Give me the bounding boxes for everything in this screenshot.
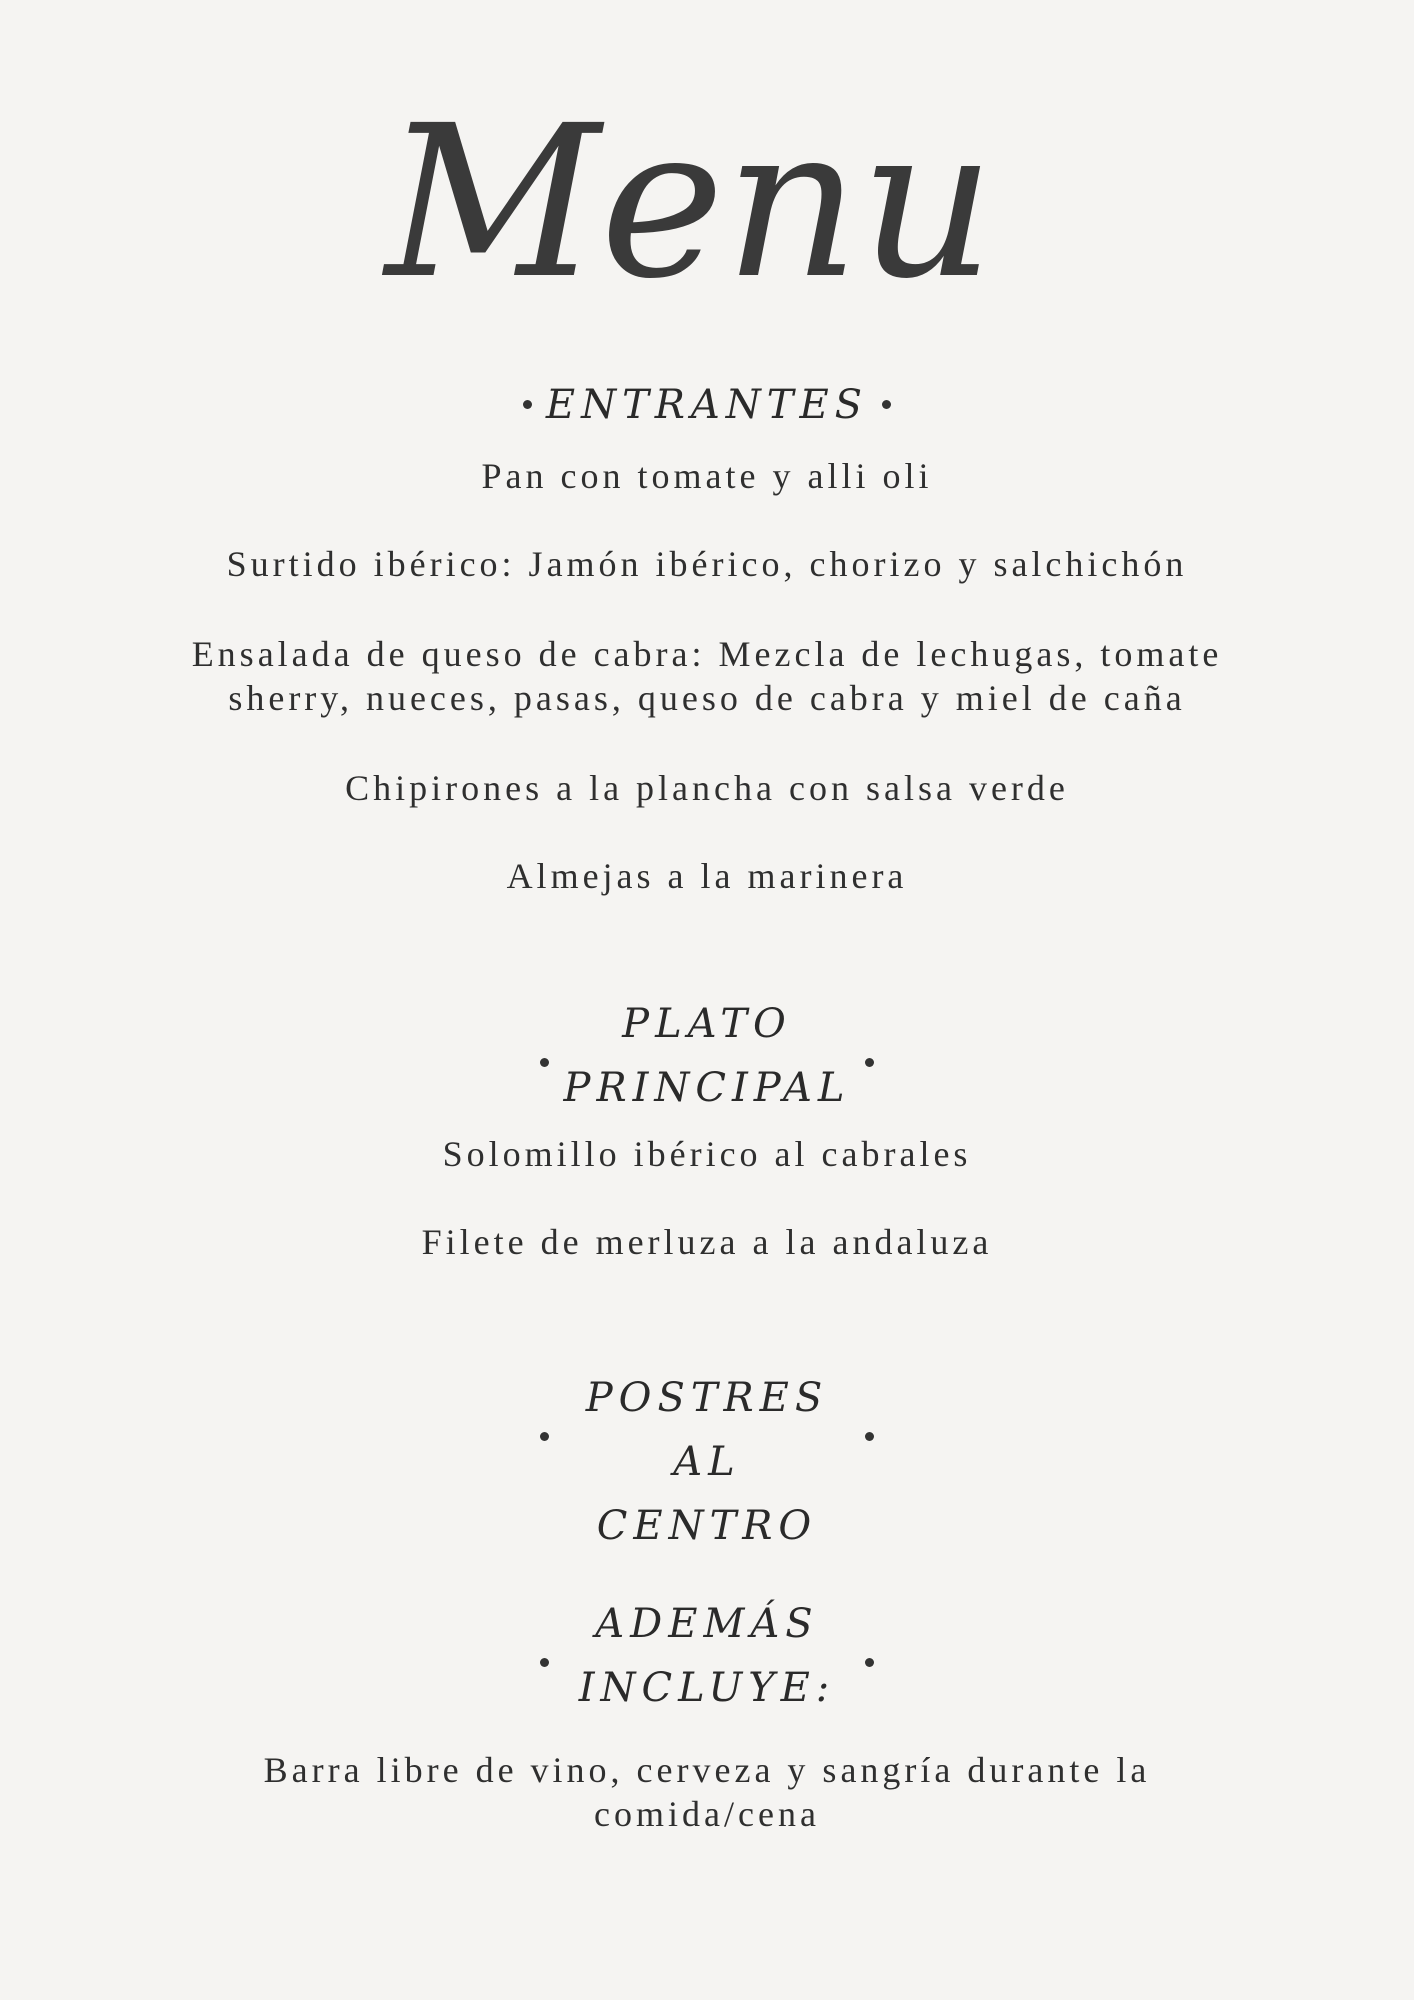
section-heading-text: ENTRANTES (545, 381, 869, 428)
menu-item: Almejas a la marinera (506, 856, 908, 896)
section-heading-plato-principal (540, 992, 874, 1132)
section-heading-line: PLATO (622, 1001, 792, 1047)
menu-title-text: Menu (385, 80, 995, 325)
section-heading-line: ADEMÁS (595, 1601, 819, 1647)
section-heading-line: PRINCIPAL (563, 1065, 851, 1111)
bullet-dot-icon (865, 1058, 874, 1067)
section-heading-line: AL CENTRO (596, 1439, 818, 1549)
section-heading-ademas-incluye (540, 1592, 874, 1732)
menu-item: Chipirones a la plancha con salsa verde (345, 768, 1069, 808)
menu-item: Pan con tomate y alli oli (481, 456, 933, 496)
section-heading-line: INCLUYE: (578, 1665, 836, 1711)
menu-title-script (360, 70, 1020, 330)
bullet-dot-icon (540, 1058, 549, 1067)
bullet-dot-icon (540, 1658, 549, 1667)
bullet-dot-icon (523, 400, 532, 409)
bullet-dot-icon (540, 1432, 549, 1441)
menu-title (360, 70, 1020, 330)
menu-item: Ensalada de queso de cabra: Mezcla de lechugas, tomate sherry, nueces, pasas, queso de cabra y miel de caña (191, 634, 1223, 718)
menu-item: Barra libre de vino, cerveza y sangría durante la comida/cena (263, 1750, 1151, 1834)
bullet-dot-icon (865, 1432, 874, 1441)
section-heading-line: POSTRES (585, 1375, 829, 1421)
menu-item: Filete de merluza a la andaluza (421, 1222, 993, 1262)
bullet-dot-icon (882, 400, 891, 409)
bullet-dot-icon (865, 1658, 874, 1667)
menu-item: Solomillo ibérico al cabrales (442, 1134, 972, 1174)
section-heading-entrantes (0, 364, 1414, 437)
section-heading-postres (540, 1366, 874, 1549)
menu-item: Surtido ibérico: Jamón ibérico, chorizo y salchichón (226, 544, 1188, 584)
